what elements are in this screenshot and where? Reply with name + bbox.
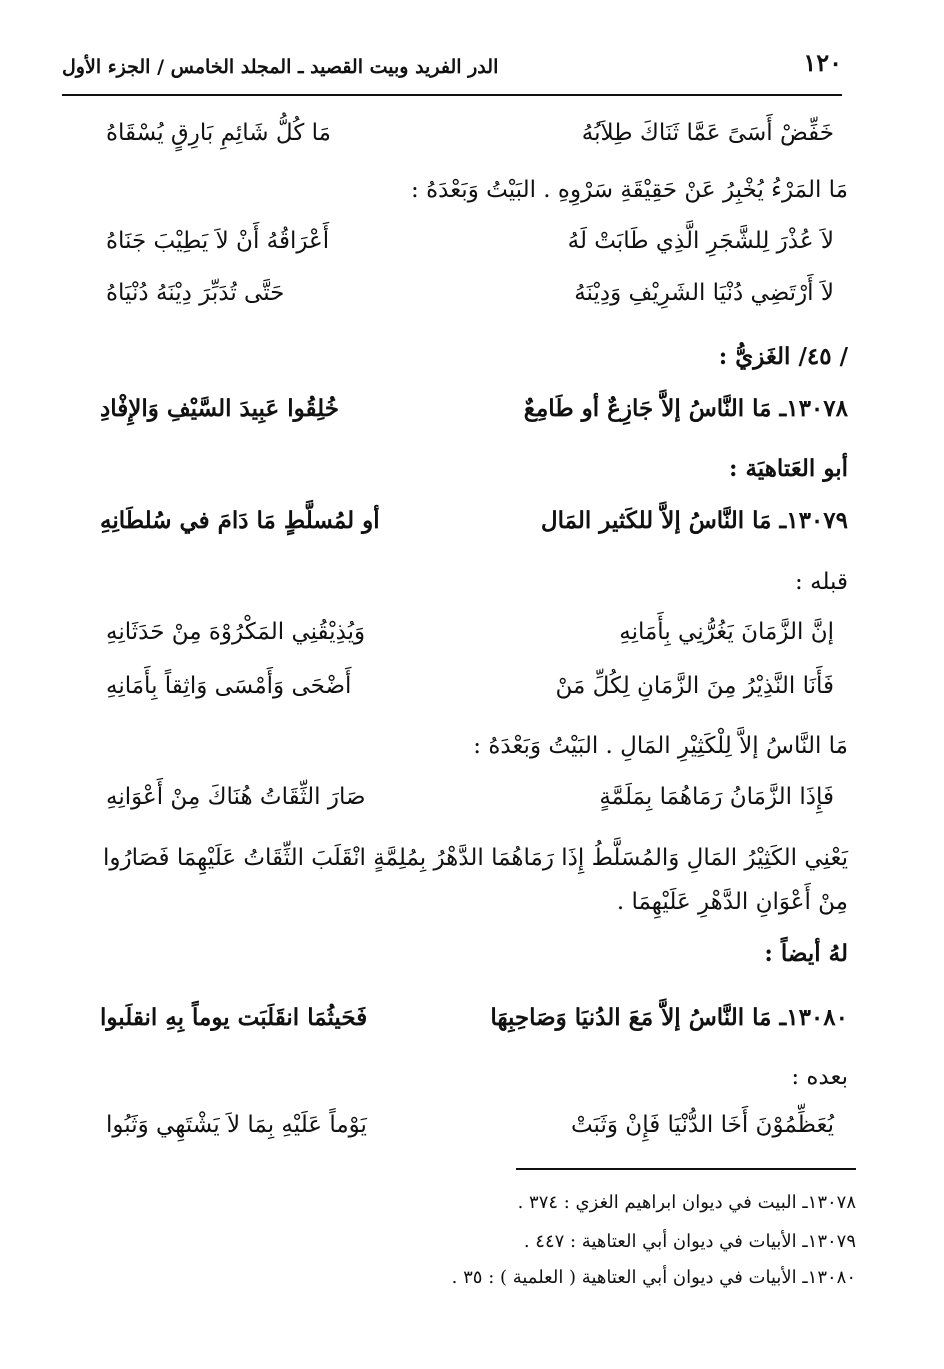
running-title: الدر الفريد وبيت القصيد ـ المجلد الخامس / الجزء الأول <box>62 56 499 78</box>
second-hemistich: أَضْحَى وَأَمْسَى وَاثِقاً بِأَمَانِهِ <box>106 673 352 699</box>
second-hemistich: مَا كُلُّ شَائِمِ بَارِقٍ يُسْقَاهُ <box>106 120 331 146</box>
first-hemistich: ١٣٠٧٨ـ مَا النَّاسُ إلاَّ جَازِعٌ أو طَامِعٌ <box>523 395 848 422</box>
page-number: ١٢٠ <box>803 48 842 77</box>
footnote-item: ١٣٠٨٠ـ الأبيات في ديوان أبي العتاهية ( العلمية ) : ٣٥ . <box>451 1267 856 1288</box>
prose-line: يَعْنِي الكَثِيْرُ المَالِ وَالمُسَلَّطُ إِذَا رَمَاهُمَا الدَّهْرُ بِمُلِمَّةٍ انْقَلَبَ الثِّقَاتُ عَلَيْهِمَا فَصَارُوا <box>103 845 848 871</box>
first-hemistich: ١٣٠٧٩ـ مَا النَّاسُ إلاَّ للكَثير المَال <box>540 507 848 534</box>
verse-line <box>70 673 848 717</box>
numbered-verse <box>70 1004 848 1048</box>
footnote-divider <box>516 1168 856 1170</box>
poet-label: لهُ أيضاً : <box>764 940 848 967</box>
prose-line: مِنْ أَعْوَانِ الدَّهْرِ عَلَيْهِمَا . <box>616 889 848 915</box>
verse-line <box>70 619 848 663</box>
first-hemistich: لاَ أَرْتَضِي دُنْيَا الشَرِيْفِ وَدِيْنَهُ <box>574 280 834 306</box>
footnote-item: ١٣٠٧٩ـ الأبيات في ديوان أبي العتاهية : ٤٤٧ . <box>523 1231 856 1252</box>
footnote-item: ١٣٠٧٨ـ البيت في ديوان ابراهيم الغزي : ٣٧٤ . <box>517 1192 856 1213</box>
verse-line <box>70 228 848 272</box>
second-hemistich: صَارَ الثِّقَاتُ هُنَاكَ مِنْ أَعْوَانِهِ <box>106 784 366 810</box>
second-hemistich: حَتَّى تُدَبِّرَ دِيْنَهُ دُنْيَاهُ <box>106 280 285 306</box>
numbered-verse <box>70 507 848 551</box>
prose-line: مَا المَرْءُ يُخْبِرُ عَنْ حَقِيْقَةِ سَرْوِهِ . البَيْتُ وَبَعْدَهُ : <box>411 177 848 203</box>
verse-line <box>70 784 848 828</box>
first-hemistich: فَأَنَا النَّذِيْرُ مِنَ الزَّمَانِ لِكُلِّ مَنْ <box>555 673 834 699</box>
poet-label: أبو العَتاهيَة : <box>728 455 848 482</box>
prose-line: بعده : <box>791 1064 848 1090</box>
first-hemistich: فَإِذَا الزَّمَانُ رَمَاهُمَا بِمَلَمَّةٍ <box>599 784 834 810</box>
first-hemistich: لاَ عُذْرَ لِلشَّجَرِ الَّذِي طَابَتْ لَهُ <box>567 228 834 254</box>
second-hemistich: وَيُذِيْقُنِي المَكْرُوْهَ مِنْ حَدَثَانِهِ <box>106 619 366 645</box>
first-hemistich: يُعَظِّمُوْنَ أَخَا الدُّنْيَا فَإِنْ وَثَبَتْ <box>570 1112 834 1138</box>
prose-line: قبله : <box>795 569 848 595</box>
page-header <box>62 48 842 88</box>
second-hemistich: خُلِقُوا عَبِيدَ السَّيْفِ وَالإِفْادِ <box>100 395 339 422</box>
second-hemistich: أو لمُسلَّطٍ مَا دَامَ في سُلطَانِهِ <box>100 507 380 534</box>
prose-line: مَا النَّاسُ إلاَّ لِلْكَثِيْرِ المَالِ . البَيْتُ وَبَعْدَهُ : <box>473 733 848 759</box>
verse-line <box>70 280 848 324</box>
first-hemistich: خَفِّضْ أَسَىً عَمَّا ثَنَاكَ طِلاَبُهُ <box>581 120 834 146</box>
verse-line <box>70 120 848 164</box>
first-hemistich: ١٣٠٨٠ـ مَا النَّاسُ إلاَّ مَعَ الدُنيَا وَصَاحِبِهَا <box>490 1004 848 1031</box>
first-hemistich: إنَّ الزَّمَانَ يَغُرُّنِي بِأَمَانِهِ <box>619 619 834 645</box>
second-hemistich: أَعْرَاقُهُ أَنْ لاَ يَطِيْبَ جَنَاهُ <box>106 228 330 254</box>
second-hemistich: فَحَيثُمَا انقَلَبَت يوماً بِهِ انقلَبوا <box>100 1004 368 1031</box>
header-divider <box>62 94 842 96</box>
poet-label: / ٤٥/ الغَزيُّ : <box>718 343 848 370</box>
numbered-verse <box>70 395 848 439</box>
verse-line <box>70 1112 848 1156</box>
second-hemistich: يَوْماً عَلَيْهِ بِمَا لاَ يَشْتَهِي وَثَبُوا <box>106 1112 367 1138</box>
